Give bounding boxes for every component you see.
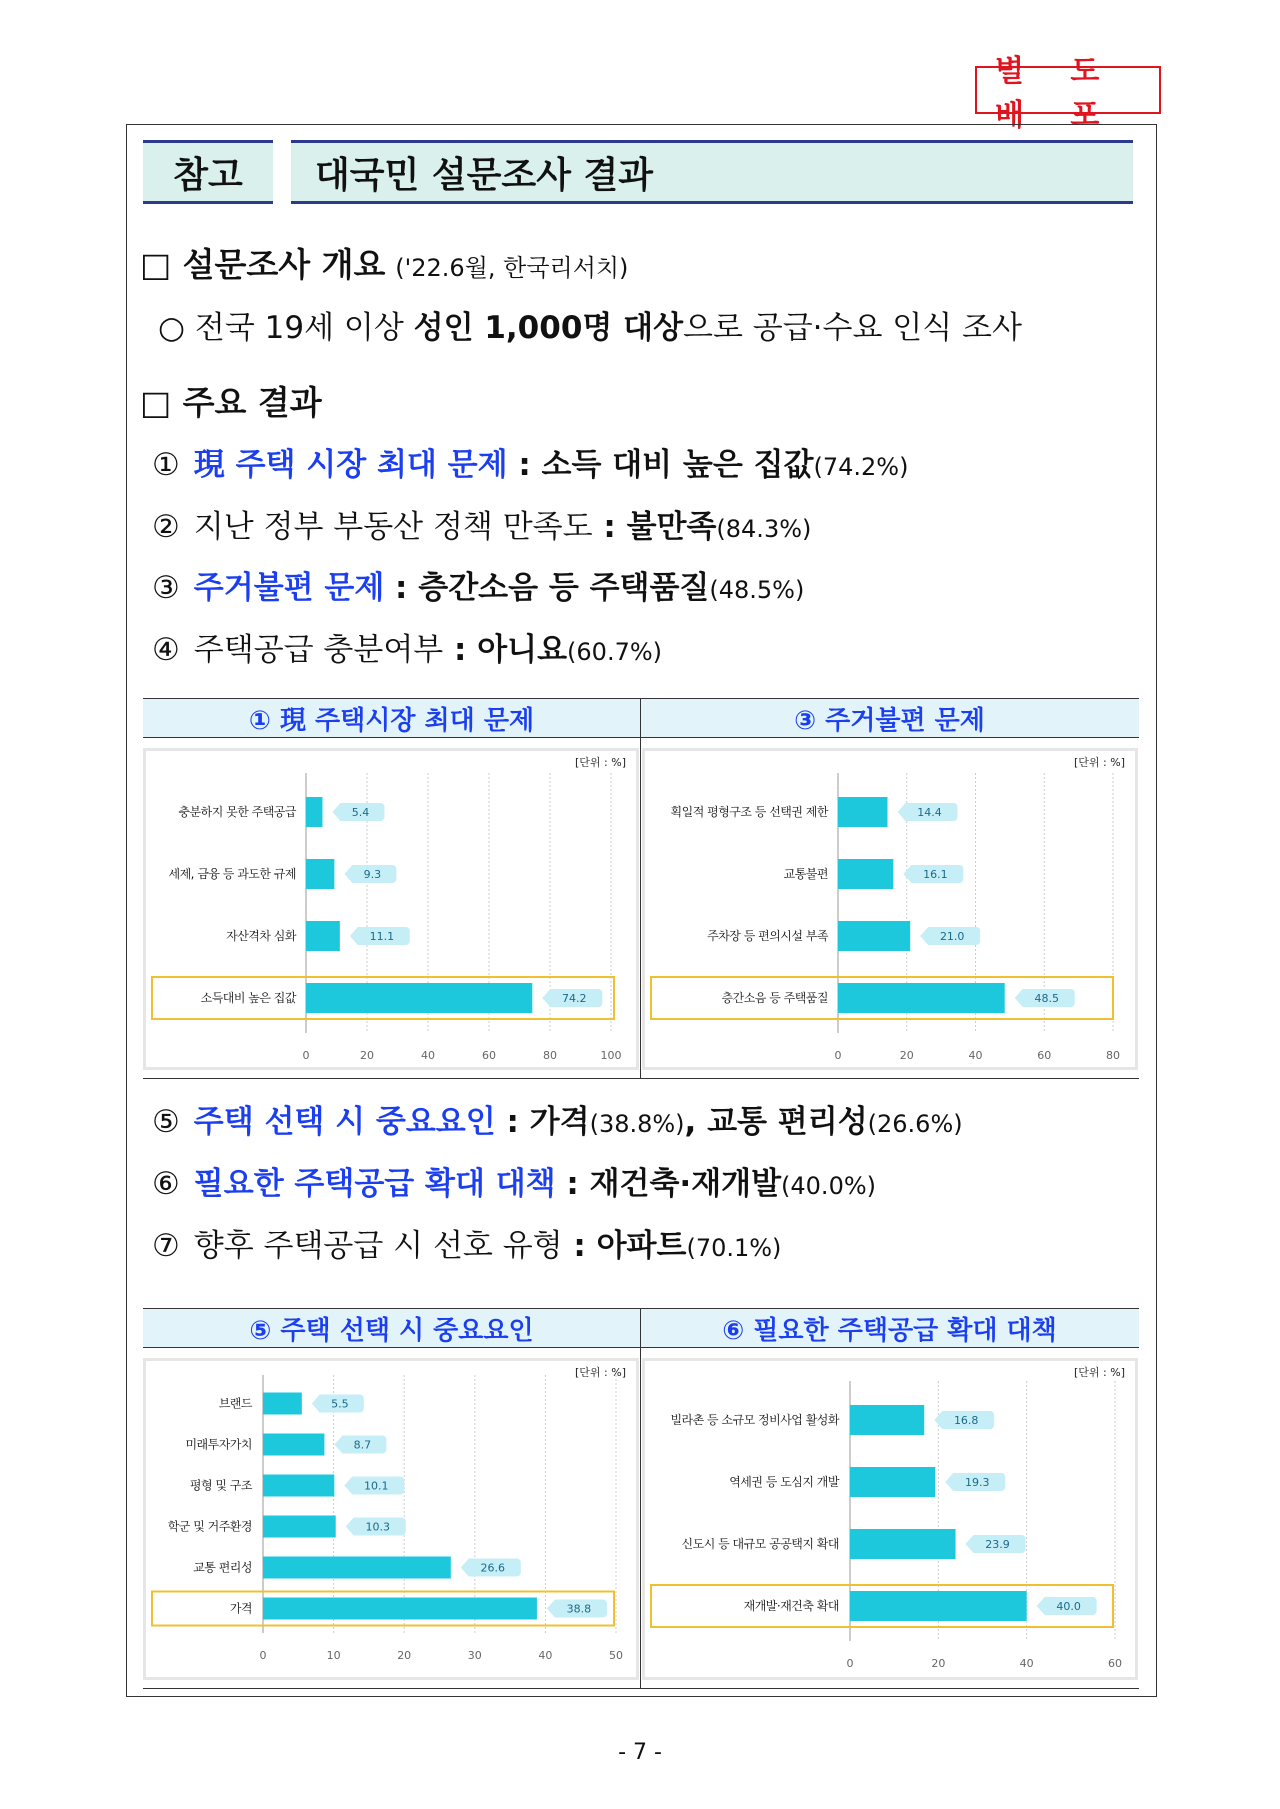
result-answer: 아니요 [477, 632, 568, 668]
tick-label: 20 [899, 1049, 914, 1062]
bar [850, 1529, 956, 1559]
bar [263, 1598, 537, 1620]
result-pct: (60.7%) [567, 638, 663, 666]
result-item [152, 1226, 781, 1268]
result-sep: : [384, 570, 419, 606]
tick-label: 0 [846, 1657, 854, 1670]
distribution-stamp: 별 도 배 포 [975, 66, 1161, 114]
result-label: 주택 선택 시 중요요인 [193, 1104, 496, 1140]
chart-panel-living-inconvenience [642, 748, 1138, 1070]
result-item [152, 630, 662, 672]
tick-label: 10 [326, 1649, 341, 1662]
bar [306, 859, 334, 889]
category-label: 학군 및 거주환경 [167, 1519, 252, 1534]
bar [838, 983, 1005, 1013]
reference-tag: 참고 [143, 140, 273, 204]
overview-heading-text: □ 설문조사 개요 [140, 245, 386, 284]
result-pct: (48.5%) [709, 576, 805, 604]
tick-label: 0 [302, 1049, 310, 1062]
chart-panel-max-problem [143, 748, 639, 1070]
tick-label: 40 [421, 1049, 435, 1062]
result-num: ⑦ [152, 1228, 180, 1264]
panel-title-selection-factors: ⑤ 주택 선택 시 중요요인 [143, 1308, 640, 1348]
data-label: 14.4 [917, 806, 942, 819]
category-label: 평형 및 구조 [189, 1478, 252, 1493]
panel-bottom-rule-2 [143, 1688, 1139, 1689]
tick-label: 20 [397, 1649, 412, 1662]
bar [263, 1393, 302, 1415]
data-label: 16.8 [953, 1414, 979, 1427]
tick-label: 40 [968, 1049, 983, 1062]
result-label: 주택공급 충분여부 [193, 632, 444, 668]
result-answer: 소득 대비 높은 집값 [541, 447, 814, 483]
tick-label: 50 [609, 1649, 623, 1662]
bar [306, 983, 532, 1013]
result-pct: (74.2%) [813, 453, 909, 481]
bar-chart [645, 1361, 1135, 1677]
unit-label: [단위 : %] [1074, 756, 1125, 769]
page-number: - 7 - [618, 1740, 662, 1765]
tick-label: 80 [1106, 1049, 1120, 1062]
result-pct: (84.3%) [716, 515, 812, 543]
category-label: 미래투자가치 [185, 1437, 252, 1452]
category-label: 소득대비 높은 집값 [200, 991, 296, 1005]
result-answer: 불만족 [626, 509, 717, 545]
panel-divider-2 [640, 1308, 641, 1688]
overview-bullet-suffix: 으로 공급·수요 인식 조사 [683, 310, 1022, 346]
result-item [152, 445, 908, 487]
category-label: 역세권 등 도심지 개발 [729, 1475, 839, 1489]
panel-title-supply-measures: ⑥ 필요한 주택공급 확대 대책 [640, 1308, 1139, 1348]
tick-label: 0 [834, 1049, 842, 1062]
result-num: ④ [152, 632, 180, 668]
result-pct: (38.8%) [589, 1110, 685, 1138]
result-item [152, 1102, 963, 1144]
bar [306, 797, 322, 827]
overview-bullet-bold: 성인 1,000명 대상 [413, 310, 684, 346]
result-label: 주거불편 문제 [193, 570, 385, 606]
result-pct-2: (26.6%) [867, 1110, 963, 1138]
tick-label: 60 [1037, 1049, 1052, 1062]
panel-title-living-inconvenience: ③ 주거불편 문제 [640, 698, 1139, 738]
category-label: 신도시 등 대규모 공공택지 확대 [681, 1537, 839, 1551]
result-num: ② [152, 509, 180, 545]
overview-heading [140, 245, 628, 288]
category-label: 자산격차 심화 [226, 929, 296, 943]
bar [263, 1516, 336, 1538]
result-sep: : [443, 632, 478, 668]
tick-label: 30 [467, 1649, 482, 1662]
result-item [152, 1164, 876, 1206]
unit-label: [단위 : %] [1074, 1366, 1125, 1379]
data-label: 21.0 [939, 930, 965, 943]
result-sep: : [507, 447, 542, 483]
results-heading-text: □ 주요 결과 [140, 383, 322, 422]
unit-label: [단위 : %] [575, 756, 626, 769]
result-answer: 가격 [529, 1104, 590, 1140]
category-label: 재개발·재건축 확대 [743, 1599, 839, 1613]
chart-panel-supply-measures [642, 1358, 1138, 1680]
result-answer: 아파트 [596, 1228, 687, 1264]
category-label: 주차장 등 편의시설 부족 [707, 929, 828, 943]
data-label: 19.3 [964, 1476, 990, 1489]
tick-label: 0 [259, 1649, 267, 1662]
result-label: 지난 정부 부동산 정책 만족도 [193, 509, 593, 545]
bar-chart [146, 1361, 636, 1677]
result-item [152, 568, 804, 610]
result-answer-2: , 교통 편리성 [684, 1104, 868, 1140]
data-label: 74.2 [562, 992, 587, 1005]
unit-label: [단위 : %] [575, 1366, 626, 1379]
category-label: 브랜드 [218, 1396, 252, 1411]
bar [263, 1475, 334, 1497]
data-label: 16.1 [923, 868, 948, 881]
data-label: 8.7 [353, 1438, 372, 1452]
bar [263, 1434, 324, 1456]
result-label: 필요한 주택공급 확대 대책 [193, 1166, 556, 1202]
category-label: 빌라촌 등 소규모 정비사업 활성화 [670, 1413, 839, 1427]
result-label: 향후 주택공급 시 선호 유형 [193, 1228, 563, 1264]
result-num: ① [152, 447, 180, 483]
result-pct: (70.1%) [686, 1234, 782, 1262]
result-item [152, 507, 811, 549]
bar [850, 1405, 924, 1435]
data-label: 40.0 [1056, 1600, 1081, 1613]
tick-label: 60 [1108, 1657, 1122, 1670]
category-label: 세제, 금융 등 과도한 규제 [168, 867, 296, 881]
category-label: 획일적 평형구조 등 선택권 제한 [670, 805, 828, 819]
overview-bullet-prefix: ○ 전국 19세 이상 [158, 310, 414, 346]
bar [263, 1557, 451, 1579]
result-sep: : [495, 1104, 530, 1140]
result-num: ③ [152, 570, 180, 606]
category-label: 교통 편리성 [193, 1560, 252, 1575]
page-title: 대국민 설문조사 결과 [291, 140, 1133, 204]
bar [306, 921, 340, 951]
result-sep: : [562, 1228, 597, 1264]
data-label: 11.1 [369, 930, 395, 943]
panel-title-max-problem: ① 現 주택시장 최대 문제 [143, 698, 640, 738]
data-label: 10.1 [364, 1479, 389, 1493]
panel-bottom-rule [143, 1078, 1139, 1079]
data-label: 9.3 [363, 868, 382, 881]
data-label: 23.9 [985, 1538, 1010, 1551]
result-label: 現 주택 시장 최대 문제 [193, 447, 508, 483]
result-pct: (40.0%) [781, 1172, 876, 1200]
category-label: 가격 [229, 1601, 252, 1616]
bar [850, 1467, 935, 1497]
category-label: 교통불편 [783, 867, 828, 881]
tick-label: 80 [543, 1049, 557, 1062]
data-label: 38.8 [566, 1602, 592, 1616]
tick-label: 40 [1019, 1657, 1034, 1670]
data-label: 48.5 [1034, 992, 1059, 1005]
overview-heading-note: ('22.6월, 한국리서치) [395, 254, 629, 282]
bar [850, 1591, 1027, 1621]
result-num: ⑤ [152, 1104, 180, 1140]
data-label: 26.6 [480, 1561, 506, 1575]
bar [838, 797, 888, 827]
tick-label: 20 [360, 1049, 374, 1062]
bar [838, 921, 910, 951]
bar [838, 859, 893, 889]
data-label: 10.3 [365, 1520, 390, 1534]
result-sep: : [555, 1166, 590, 1202]
overview-bullet [158, 308, 1022, 348]
result-num: ⑥ [152, 1166, 180, 1202]
result-answer: 재건축·재개발 [589, 1166, 782, 1202]
result-sep: : [592, 509, 627, 545]
tick-label: 100 [600, 1049, 622, 1062]
bar-chart [146, 751, 636, 1067]
result-answer: 층간소음 등 주택품질 [418, 570, 710, 606]
chart-panel-selection-factors [143, 1358, 639, 1680]
bar-chart [645, 751, 1135, 1067]
category-label: 층간소음 등 주택품질 [721, 991, 828, 1005]
tick-label: 20 [931, 1657, 946, 1670]
panel-divider [640, 698, 641, 1078]
results-heading [140, 383, 322, 424]
data-label: 5.5 [331, 1397, 349, 1411]
tick-label: 40 [538, 1649, 553, 1662]
category-label: 충분하지 못한 주택공급 [178, 805, 296, 819]
tick-label: 60 [482, 1049, 496, 1062]
data-label: 5.4 [351, 806, 370, 819]
